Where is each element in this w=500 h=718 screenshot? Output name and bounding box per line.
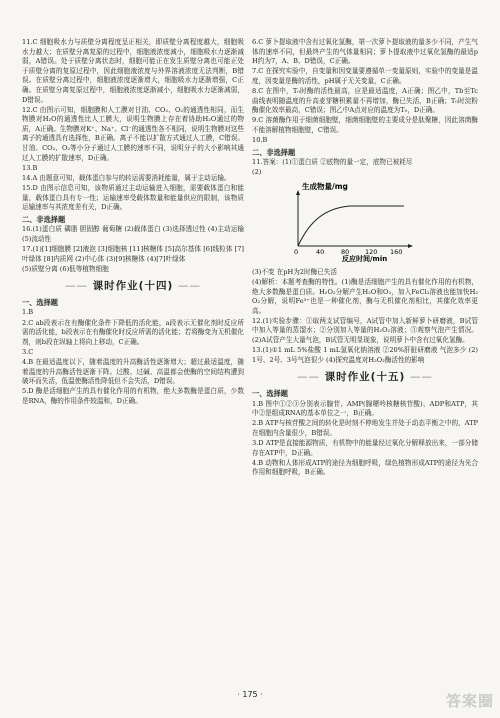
left-answers-1 bbox=[22, 38, 244, 213]
product-curve bbox=[298, 206, 404, 246]
answer-paragraph: 13.(1)①1 mL 5%盐酸 1 mL氢氧化钠溶液 ②20%肝脏研磨液 气泡多少 (2)1号、2号、3号气泡很少 (4)探究温度对H₂O₂酶活性的影响 bbox=[252, 346, 478, 364]
answer-paragraph: 10.B bbox=[252, 135, 268, 144]
answer-paragraph: 7.C 在探究实验中，自变量和因变量要遵循单一变量原则，实验中的变量是温度，因变量是酶的活性，pH属于无关变量，C正确。 bbox=[252, 67, 478, 85]
right-answers-1 bbox=[252, 38, 478, 146]
answer-paragraph: 2.B ATP与核苷酸之间的转化是时刻不停地发生并处于动态平衡之中的，ATP在细胞内含量很少，B错误。 bbox=[252, 419, 478, 437]
answer-paragraph: 3.D ATP是直接能源物质，有机物中的能量经过氧化分解释放出来，一部分储存在ATP中，D正确。 bbox=[252, 438, 478, 457]
answer-paragraph: (2) bbox=[252, 168, 262, 177]
answer-paragraph: 14.A 由题意可知，载体蛋白参与的转运需要消耗能量，属于主动运输。 bbox=[22, 173, 231, 182]
right-answers-2 bbox=[252, 158, 478, 178]
product-amount-chart bbox=[280, 180, 430, 262]
answer-paragraph: 4.B 动物和人体形成ATP的途径为细胞呼吸，绿色植物形成ATP的途径为光合作用和细胞呼吸，B正确。 bbox=[252, 458, 478, 477]
section-heading-nonchoice-right: 二、非选择题 bbox=[252, 147, 296, 157]
answer-paragraph: 13.B bbox=[22, 163, 38, 172]
x-tick-160: 160 bbox=[390, 248, 403, 257]
right-answers-4 bbox=[252, 400, 478, 478]
homework-title-14: —— 课时作业(十四) —— bbox=[65, 280, 201, 293]
answer-paragraph: 5.D 酶是活细胞产生的具有催化作用的有机物，绝大多数酶是蛋白质，少数是RNA，酶的作用条件较温和，D正确。 bbox=[22, 387, 244, 405]
answer-paragraph: 1.B bbox=[22, 308, 34, 317]
section-heading-choice-right: 一、选择题 bbox=[252, 388, 288, 398]
answer-paragraph: 8.C 在图中，T₀时酶的活性最高，应是最适温度，A正确；图乙中，Tb至Tc曲线表明随温度的升高麦芽糖积累量不再增加，酶已失活，B正确；T₀时淀粉酶催化效率最高，C错误；图乙中A点对应的温度为T₀，D正确。 bbox=[252, 86, 478, 115]
answer-paragraph: 12.C 由图示可知，细胞膜和人工膜对甘油、CO₂、O₂的通透性相同，而生物膜对H₂O的通透性比人工膜大，说明生物膜上存在着协助H₂O通过的物质，A正确。生物膜对K⁺、Na⁺、Cl⁻的通透性各不相同，说明生物膜对这些离子的通透具有选择性，B正确。离子不能以扩散方式通过人工膜，C错误。甘油、CO₂、O₂等小分子通过人工膜的速率不同，说明分子的大小影响其通过人工膜的扩散速率，D正确。 bbox=[22, 105, 244, 162]
answer-paragraph: 2.C ab段表示在有酶催化条件下降低的活化能，a段表示无催化剂时反应所需的活化能，b段表示在有酶催化时反应所需的活化能；若将酶变为无机催化剂，则b段在纵轴上将向上移动，C正确。 bbox=[22, 318, 244, 346]
page-number: · 175 · bbox=[237, 690, 263, 699]
right-answers-3 bbox=[252, 268, 478, 365]
answer-paragraph: (3)不变 在pH为2时酶已失活 bbox=[252, 267, 337, 276]
answer-paragraph: 11.C 细胞吸水力与质壁分离程度呈正相关，即质壁分离程度越大，细胞吸水力越大；在质壁分离复原的过程中，细胞液浓度减小，细胞吸水力逐渐减弱，A错误。处于质壁分离状态时，细胞可能正在发生质壁分离也可能正处于质壁分离的复原过程中，因此细胞液浓度与外界溶液浓度无法判断，B错误。在质壁分离过程中，细胞液浓度逐渐增大，细胞吸水力逐渐增强，C正确。在质壁分离复原过程中，细胞液浓度逐渐减小，细胞吸水力逐渐减弱，D错误。 bbox=[22, 38, 244, 104]
answer-paragraph: (5)质壁分离 (6)低等植物细胞 bbox=[22, 264, 109, 273]
answer-paragraph: 17.(1)[1]细胞膜 [2]液泡 [3]细胞核 [11]核糖体 [5]高尔基体 [6]线粒体 [7]叶绿体 [8]内质网 (2)中心体 (3)[9]核糖体 (4)[7]叶绿体 bbox=[22, 244, 244, 263]
chart-x-label: 反应时间/min bbox=[342, 255, 388, 263]
section-heading-nonchoice: 二、非选择题 bbox=[22, 214, 66, 224]
answer-paragraph: 6.C 萝卜提取液中含有过氧化氢酶，第一次萝卜提取液的量多少不同，产生气体的速率不同，但最终产生的气体量相同；萝卜提取液中过氧化氢酶的最适pH约为7，A、B、D错误，C正确。 bbox=[252, 38, 478, 66]
left-answers-3 bbox=[22, 308, 244, 406]
x-tick-120: 120 bbox=[365, 248, 378, 257]
y-axis-arrow bbox=[296, 190, 300, 195]
x-axis-arrow bbox=[408, 244, 413, 248]
left-column bbox=[22, 38, 244, 407]
answer-paragraph: 9.C 溶菌酶作用于细菌细胞壁，细菌细胞壁的主要成分是肽聚糖，因此溶菌酶不能溶解植物细胞壁，C错误。 bbox=[252, 116, 478, 134]
left-answers-2 bbox=[22, 225, 244, 274]
right-column bbox=[252, 38, 478, 478]
answer-paragraph: 15.D 由图示信息可知，该物质通过主动运输进入细胞，需要载体蛋白和能量，载体蛋白具有专一性；运输速率受载体数量和能量供应的限制，该物质运输速率与其浓度差有关，D正确。 bbox=[22, 183, 244, 212]
answer-paragraph: 11.答案：(1)①蛋白质 ②底物的量一定，底物已被耗尽 bbox=[252, 158, 413, 167]
chart-title: 生成物量/mg bbox=[302, 182, 348, 192]
x-tick-40: 40 bbox=[316, 248, 325, 257]
answer-paragraph: 4.B 在最适温度以下，随着温度的升高酶活性逐渐增大；超过最适温度，随着温度的升高酶活性逐渐下降。过酸、过碱、高温都会使酶的空间结构遭到破坏而失活，低温使酶活性降低但不会失活，D错误。 bbox=[22, 357, 244, 386]
answer-paragraph: 1.B 图中①②③分别表示腺苷、AMP(腺嘌呤核糖核苷酸)、ADP和ATP，其中②是组成RNA的基本单位之一，B正确。 bbox=[252, 399, 478, 418]
answer-paragraph: 16.(1)蛋白质 磷脂 胆固醇 葡萄糖 (2)载体蛋白 (3)选择透过性 (4)主动运输 (5)流动性 bbox=[22, 225, 244, 243]
answer-paragraph: 12.(1)实验步骤：①取两支试管编号，A试管中加入新鲜萝卜研磨液，B试管中加入等量的蒸馏水；②分别加入等量的H₂O₂溶液；③观察气泡产生情况。(2)A试管产生大量气泡，B试管无明显现象，说明萝卜中含有过氧化氢酶。 bbox=[252, 316, 478, 345]
answer-paragraph: (4)解析：本题考查酶的特性。(1)酶是活细胞产生的具有催化作用的有机物，绝大多数酶是蛋白质。H₂O₂分解产生H₂O和O₂，加入FeCl₃溶液也能加快H₂O₂分解，说明Fe³⁺也是一种催化剂，酶与无机催化剂相比，其催化效率更高。 bbox=[252, 278, 478, 315]
x-tick-80: 80 bbox=[341, 248, 350, 257]
homework-title-15: —— 课时作业(十五) —— bbox=[297, 371, 433, 384]
chart-origin: 0 bbox=[294, 248, 299, 257]
watermark-logo: 答案圈 bbox=[445, 692, 494, 710]
section-heading-choice: 一、选择题 bbox=[22, 297, 58, 307]
answer-paragraph: 3.C bbox=[22, 347, 34, 356]
